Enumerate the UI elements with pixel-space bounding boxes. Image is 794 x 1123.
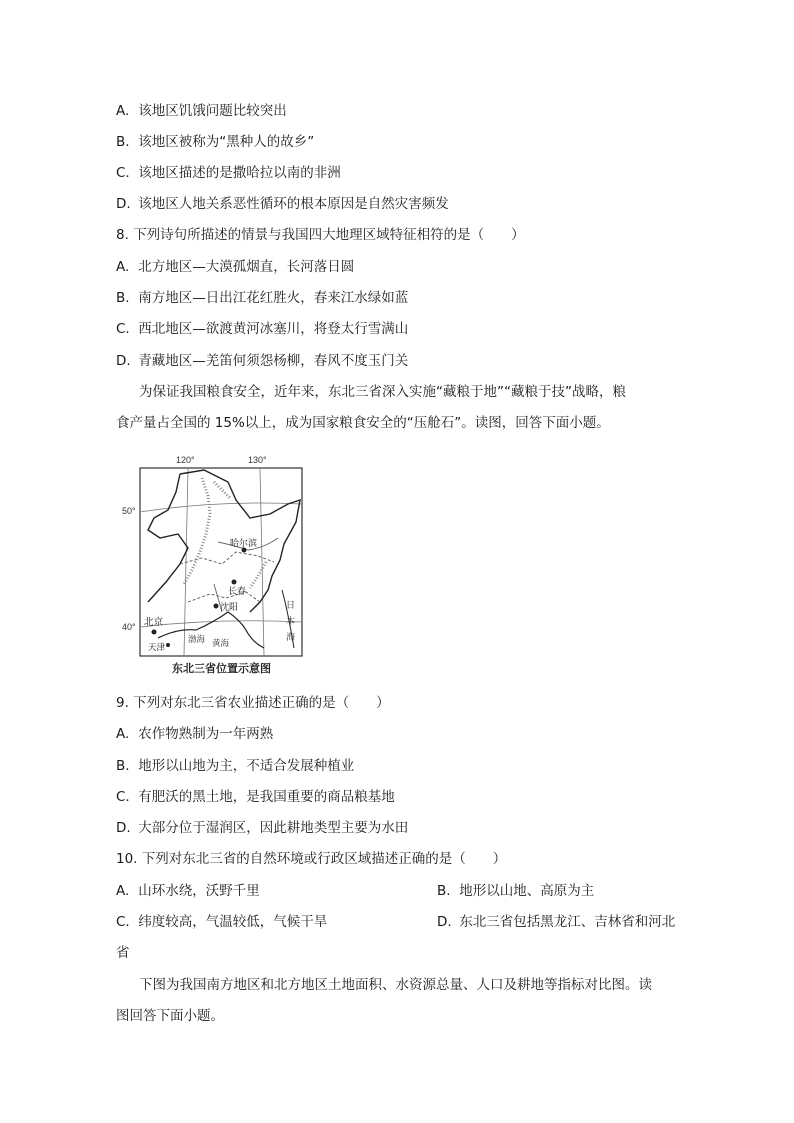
northeast-map-figure xyxy=(118,452,316,680)
lat-label-40: 40° xyxy=(122,622,136,632)
q10-stem: 10. 下列对东北三省的自然环境或行政区域描述正确的是（ ） xyxy=(116,851,507,867)
q9-option-d: D. 大部分位于湿润区，因此耕地类型主要为水田 xyxy=(116,820,409,836)
q10-option-d-wrap: 省 xyxy=(116,945,130,961)
sea-of-japan-label-2: 本 xyxy=(286,617,296,627)
lon-label-120: 120° xyxy=(176,455,195,465)
q10-option-b: B. 地形以山地、高原为主 xyxy=(437,883,595,899)
passage1-line2: 食产量占全国的 15%以上，成为国家粮食安全的“压舱石”。读图，回答下面小题。 xyxy=(116,415,610,431)
map-caption: 东北三省位置示意图 xyxy=(172,662,271,675)
q9-option-b: B. 地形以山地为主，不适合发展种植业 xyxy=(116,758,355,774)
northeast-map xyxy=(118,452,316,680)
q9-stem: 9. 下列对东北三省农业描述正确的是（ ） xyxy=(116,695,390,711)
q8-option-a: A. 北方地区—大漠孤烟直，长河落日圆 xyxy=(116,259,355,275)
q9-option-c: C. 有肥沃的黑土地，是我国重要的商品粮基地 xyxy=(116,789,395,805)
q10-option-a: A. 山环水绕，沃野千里 xyxy=(116,883,260,899)
beijing-dot xyxy=(152,630,157,635)
passage2-line2: 图回答下面小题。 xyxy=(116,1008,224,1024)
tianjin-label: 天津 xyxy=(148,643,166,653)
q7-option-d: D. 该地区人地关系恶性循环的根本原因是自然灾害频发 xyxy=(116,196,449,212)
passage1-line1: 为保证我国粮食安全，近年来，东北三省深入实施“藏粮于地”“藏粮于技”战略，粮 xyxy=(139,384,626,400)
changchun-label: 长春 xyxy=(228,587,247,597)
sea-of-japan-label-1: 日 xyxy=(286,601,296,611)
q8-option-d: D. 青藏地区—羌笛何须怨杨柳，春风不度玉门关 xyxy=(116,353,409,369)
huanghai-label: 黄海 xyxy=(212,639,230,649)
q9-option-a: A. 农作物熟制为一年两熟 xyxy=(116,726,274,742)
q7-option-c: C. 该地区描述的是撒哈拉以南的非洲 xyxy=(116,165,341,181)
harbin-label: 哈尔滨 xyxy=(230,539,258,549)
q10-option-d: D. 东北三省包括黑龙江、吉林省和河北 xyxy=(437,914,676,930)
passage2-line1: 下图为我国南方地区和北方地区土地面积、水资源总量、人口及耕地等指标对比图。读 xyxy=(139,977,652,993)
q8-stem: 8. 下列诗句所描述的情景与我国四大地理区域特征相符的是（ ） xyxy=(116,227,525,243)
shenyang-dot xyxy=(214,604,219,609)
sea-of-japan-label-3: 海 xyxy=(286,633,296,643)
lon-label-130: 130° xyxy=(248,455,267,465)
changchun-dot xyxy=(232,580,237,585)
q7-option-a: A. 该地区饥饿问题比较突出 xyxy=(116,103,287,119)
shenyang-label: 沈阳 xyxy=(220,603,239,613)
q8-option-c: C. 西北地区—欲渡黄河冰塞川，将登太行雪满山 xyxy=(116,321,409,337)
tianjin-dot xyxy=(166,643,170,647)
q7-option-b: B. 该地区被称为“黑种人的故乡” xyxy=(116,134,315,150)
bohai-label: 渤海 xyxy=(188,635,206,645)
q8-option-b: B. 南方地区—日出江花红胜火，春来江水绿如蓝 xyxy=(116,290,409,306)
map-frame xyxy=(140,468,302,656)
lat-label-50: 50° xyxy=(122,506,136,516)
q10-option-c: C. 纬度较高，气温较低，气候干旱 xyxy=(116,914,328,930)
beijing-label: 北京 xyxy=(144,617,164,628)
